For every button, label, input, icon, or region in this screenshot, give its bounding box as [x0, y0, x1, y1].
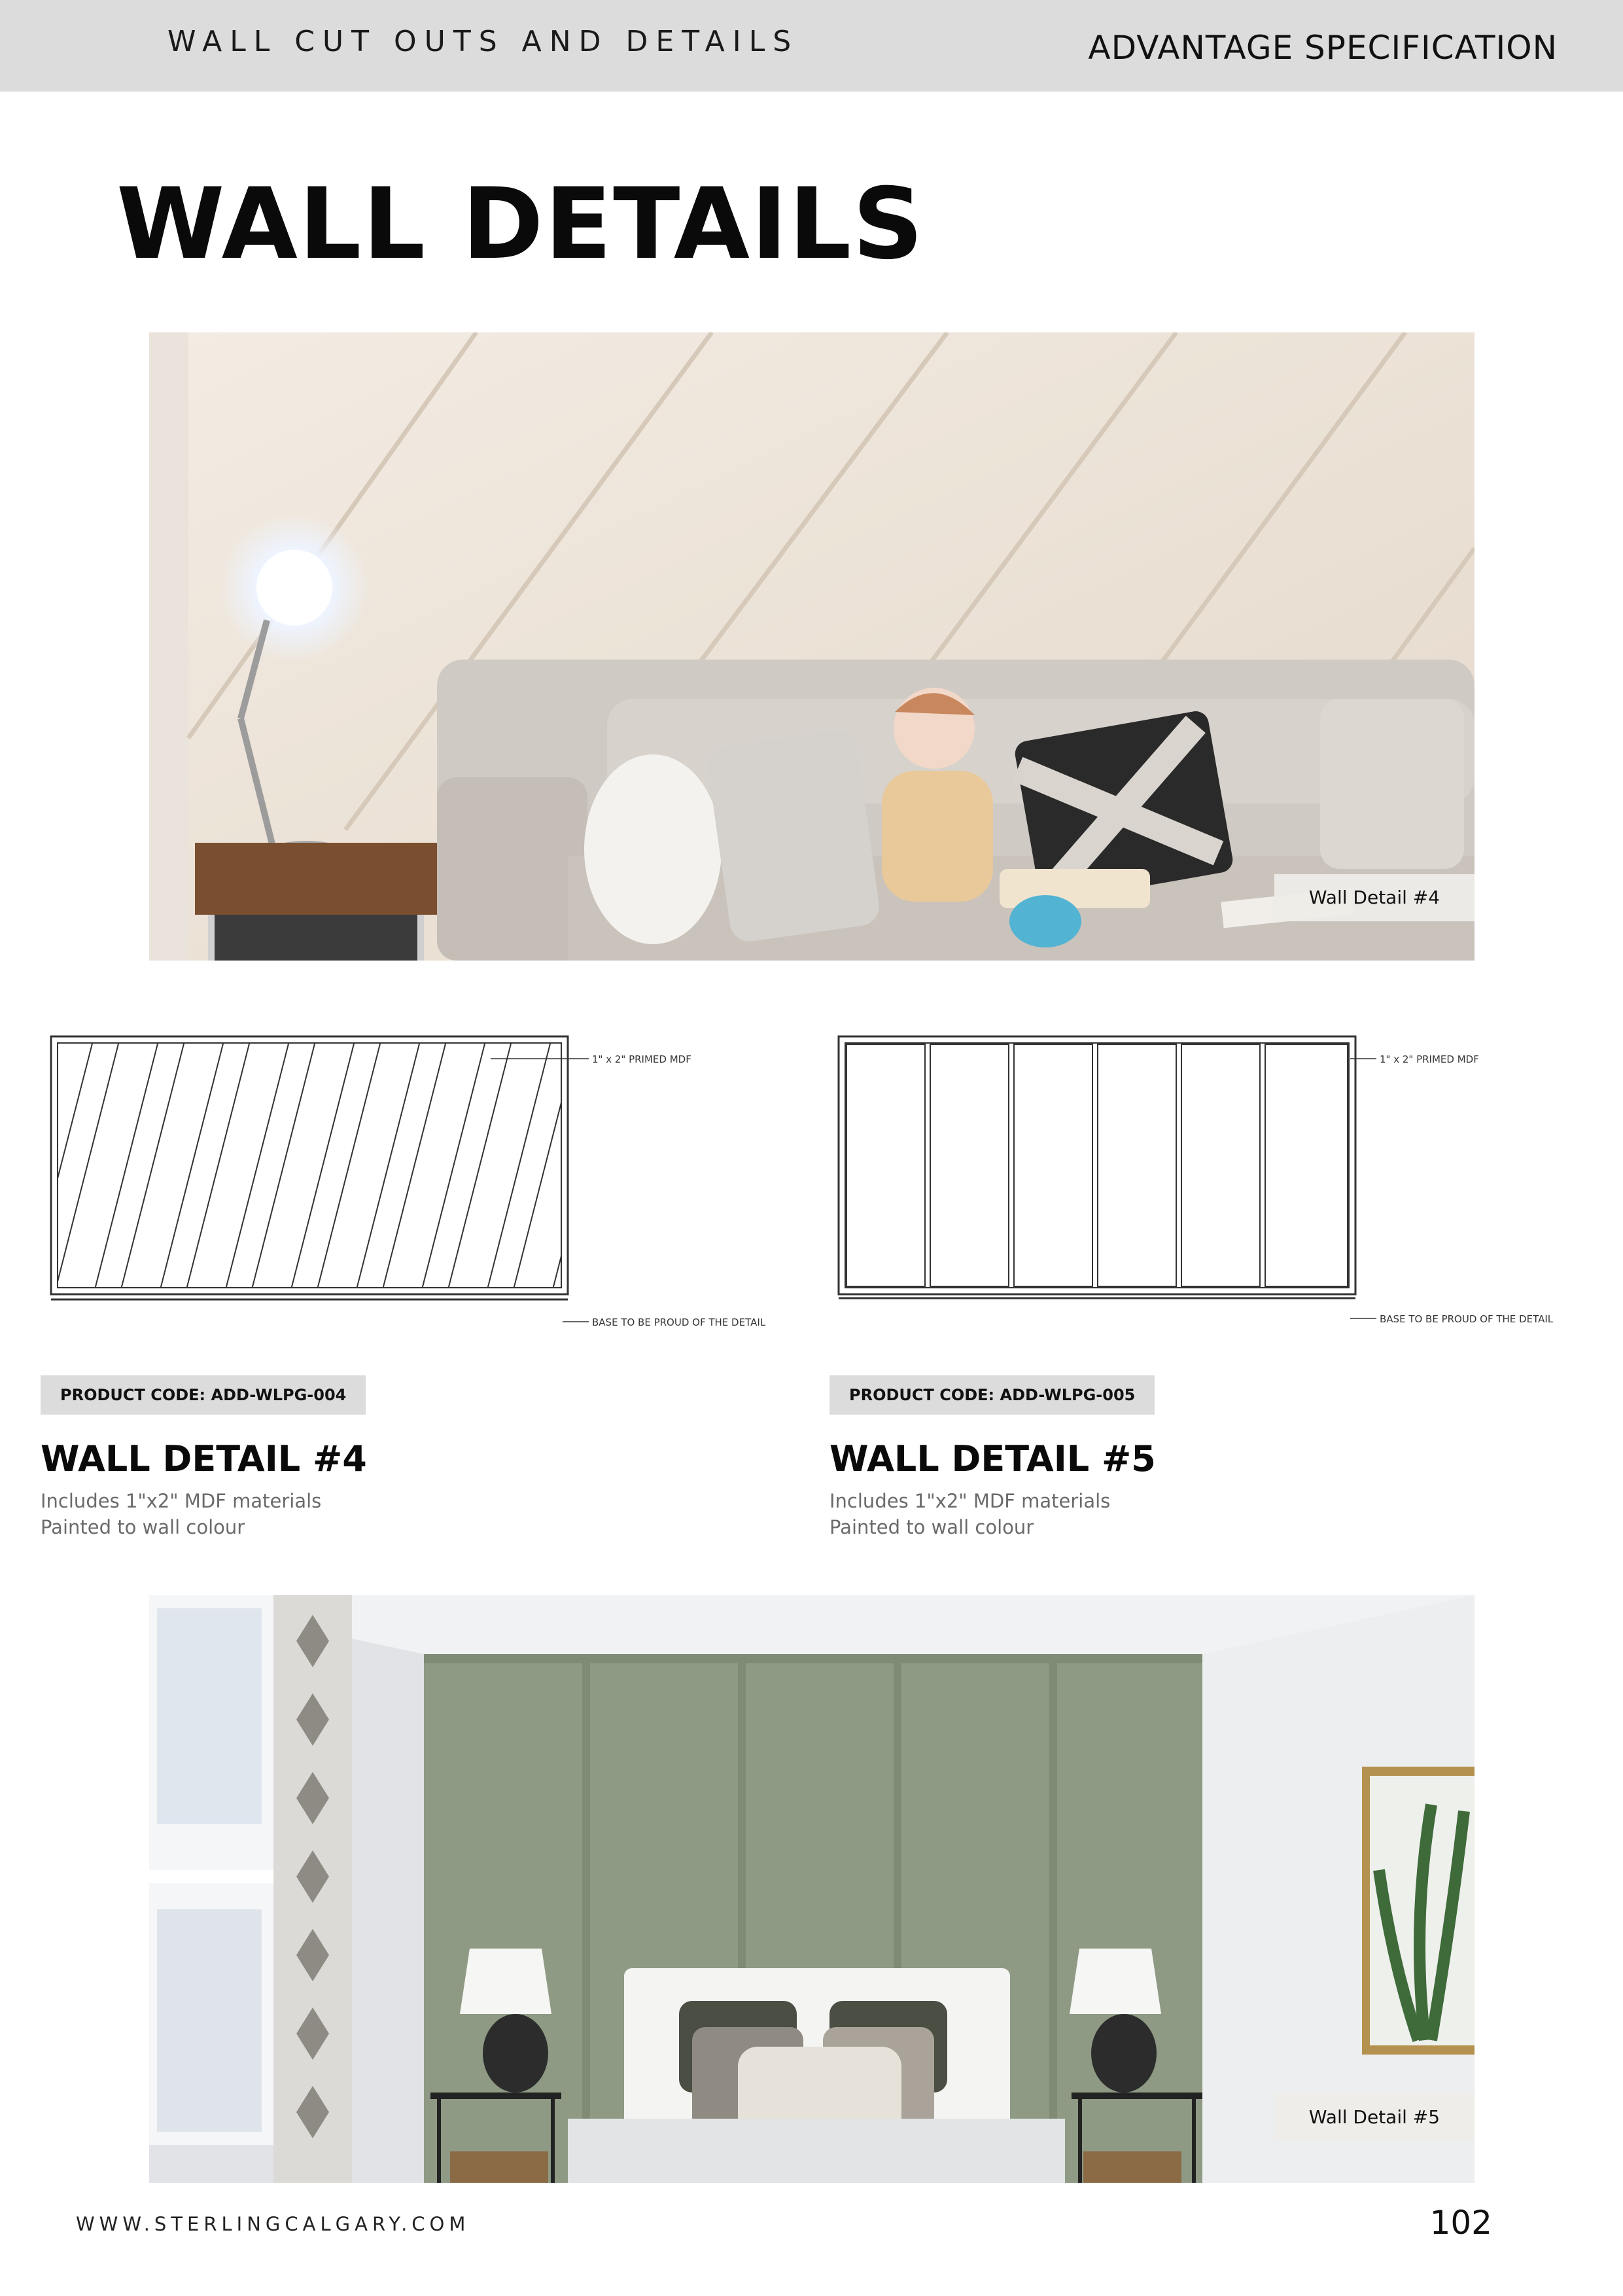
page-number: 102: [1429, 2204, 1492, 2242]
photo-caption: Wall Detail #5: [1274, 2094, 1475, 2141]
description-line: Includes 1"x2" MDF materials: [41, 1490, 322, 1512]
product-name: WALL DETAIL #5: [829, 1438, 1156, 1479]
section-title: WALL CUT OUTS AND DETAILS: [167, 25, 799, 58]
description-line: Includes 1"x2" MDF materials: [829, 1490, 1111, 1512]
wall-detail-5-photo: [149, 1595, 1475, 2183]
photo-caption: Wall Detail #4: [1274, 874, 1475, 921]
footer-website: WWW.STERLINGCALGARY.COM: [76, 2213, 470, 2235]
base-label: BASE TO BE PROUD OF THE DETAIL: [1380, 1313, 1554, 1325]
material-label: 1" x 2" PRIMED MDF: [592, 1053, 691, 1065]
wall-detail-4-photo: [149, 332, 1475, 961]
description-line: Painted to wall colour: [829, 1516, 1034, 1538]
description-line: Painted to wall colour: [41, 1516, 245, 1538]
product-code-badge: PRODUCT CODE: ADD-WLPG-004: [41, 1375, 366, 1415]
wall-detail-4-drawing: [39, 1021, 811, 1335]
product-code-badge: PRODUCT CODE: ADD-WLPG-005: [829, 1375, 1155, 1415]
wall-detail-5-drawing: [827, 1021, 1599, 1335]
living-room-image: [149, 332, 1475, 961]
product-name: WALL DETAIL #4: [41, 1438, 367, 1479]
specification-title: ADVANTAGE SPECIFICATION: [1088, 29, 1558, 67]
material-label: 1" x 2" PRIMED MDF: [1380, 1053, 1479, 1065]
base-label: BASE TO BE PROUD OF THE DETAIL: [592, 1316, 766, 1328]
product-description: [829, 1488, 1110, 1540]
page-title: WALL DETAILS: [116, 168, 925, 281]
product-description: [41, 1488, 321, 1540]
